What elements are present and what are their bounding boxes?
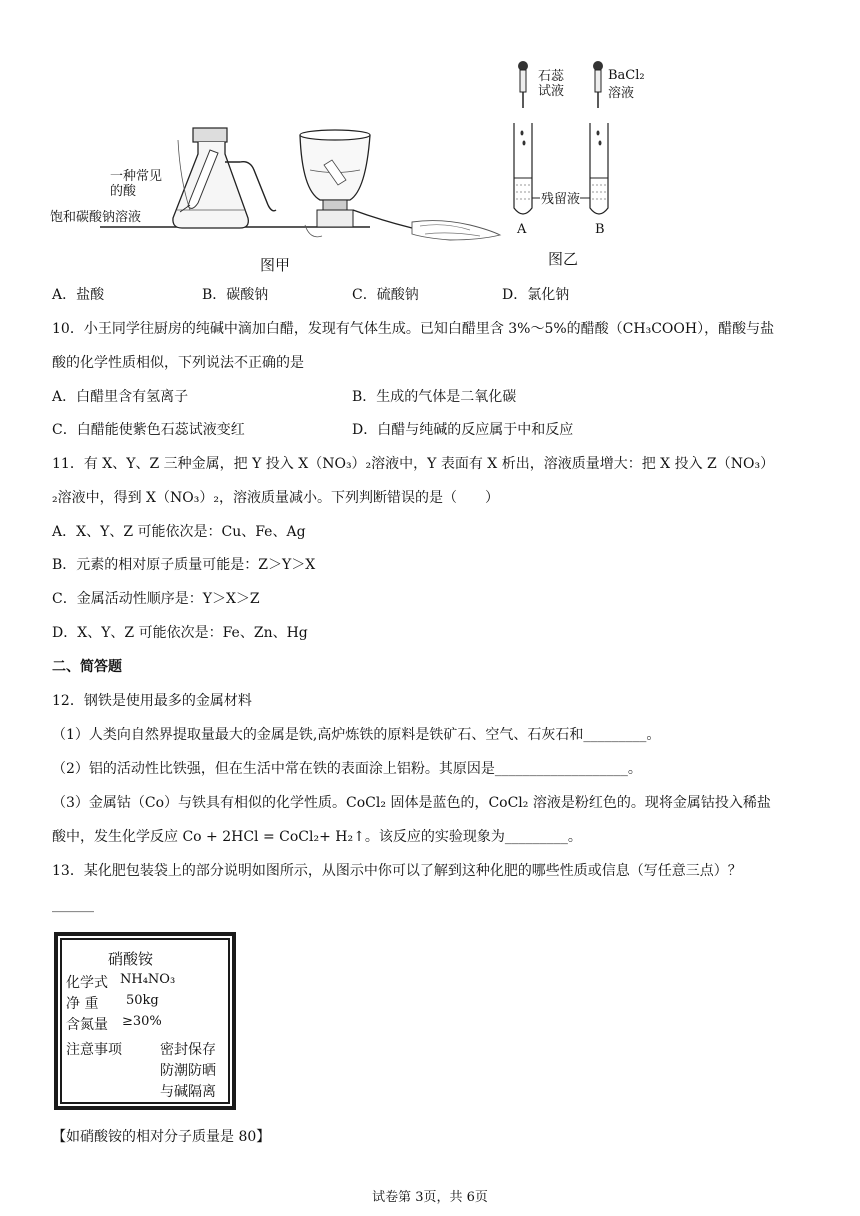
tube-b-label: B <box>595 222 605 237</box>
page-footer: 试卷第 3页，共 6页 <box>372 1190 488 1205</box>
q11-option-d: D．X、Y、Z 可能依次是：Fe、Zn、Hg <box>52 625 308 641</box>
q9-option-a: A．盐酸 <box>52 287 105 303</box>
tube-a-label: A <box>517 222 527 237</box>
q10-stem-line2: 酸的化学性质相似，下列说法不正确的是 <box>52 355 304 371</box>
litmus-label: 石蕊 试液 <box>538 69 565 99</box>
q11-option-c: C．金属活动性顺序是：Y＞X＞Z <box>52 591 260 607</box>
caption-right: 图乙 <box>548 250 579 268</box>
formula-value: NH₄NO₃ <box>120 972 176 987</box>
q12-part2: （2）铝的活动性比铁强，但在生活中常在铁的表面涂上铝粉。其原因是___________________。 <box>52 761 642 777</box>
q11-option-b: B．元素的相对原子质量可能是：Z＞Y＞X <box>52 557 316 573</box>
q12-part3-line1: （3）金属钴（Co）与铁具有相似的化学性质。CoCl₂ 固体是蓝色的，CoCl₂ 溶液是粉红色的。现将金属钴投入稀盐 <box>52 795 771 811</box>
q11-option-a: A．X、Y、Z 可能依次是：Cu、Fe、Ag <box>52 524 306 540</box>
q10-option-b: B．生成的气体是二氧化碳 <box>352 389 517 405</box>
q10-option-c: C．白醋能使紫色石蕊试液变红 <box>52 422 245 438</box>
notes-label: 注意事项 <box>66 1042 122 1058</box>
q9-option-c: C．硫酸钠 <box>352 287 419 303</box>
weight-label: 净 重 <box>66 996 99 1012</box>
solution-label: 饱和碳酸钠溶液 <box>50 210 142 225</box>
note-3: 与碱隔离 <box>160 1084 216 1100</box>
formula-label: 化学式 <box>66 975 108 991</box>
residue-label: 残留液 <box>541 192 581 207</box>
bacl2-liquid-label: 溶液 <box>608 86 635 101</box>
q12-part3-line2: 酸中，发生化学反应 Co + 2HCl = CoCl₂+ H₂↑。该反应的实验现象为_________。 <box>52 829 582 845</box>
note-1: 密封保存 <box>160 1042 216 1058</box>
nitrogen-label: 含氮量 <box>66 1017 108 1033</box>
fertilizer-label-inner <box>60 938 230 1104</box>
acid-label: 一种常见 的酸 <box>110 169 163 199</box>
fertilizer-label-box <box>54 932 236 1110</box>
q11-stem-line2: ₂溶液中，得到 X（NO₃）₂，溶液质量减小。下列判断错误的是（ ） <box>52 490 499 506</box>
section-heading: 二、简答题 <box>52 659 122 675</box>
q9-option-b: B．碳酸钠 <box>202 287 269 303</box>
fertilizer-name: 硝酸铵 <box>108 950 154 968</box>
q12-part1: （1）人类向自然界提取量最大的金属是铁,高炉炼铁的原料是铁矿石、空气、石灰石和_________。 <box>52 727 661 743</box>
weight-value: 50kg <box>126 993 159 1008</box>
note-2: 防潮防晒 <box>160 1063 216 1079</box>
q9-option-d: D．氯化钠 <box>502 287 570 303</box>
q12-title: 12．钢铁是使用最多的金属材料 <box>52 693 252 709</box>
q13-answer-blank: ______ <box>52 897 94 913</box>
q11-stem-line1: 11．有 X、Y、Z 三种金属，把 Y 投入 X（NO₃）₂溶液中，Y 表面有 X 析出，溶液质量增大：把 X 投入 Z（NO₃） <box>52 456 775 472</box>
nitrogen-value: ≥30% <box>122 1014 162 1029</box>
q10-option-d: D．白醋与纯碱的反应属于中和反应 <box>352 422 574 438</box>
bottom-note: 【如硝酸铵的相对分子质量是 80】 <box>52 1129 271 1145</box>
q10-stem-line1: 10．小王同学往厨房的纯碱中滴加白醋，发现有气体生成。已知白醋里含 3%～5%的醋酸（CH₃COOH），醋酸与盐 <box>52 321 775 337</box>
q13-stem: 13．某化肥包装袋上的部分说明如图所示，从图示中你可以了解到这种化肥的哪些性质或信息（写任意三点）？ <box>52 863 742 879</box>
bacl2-formula-label: BaCl₂ <box>608 68 645 83</box>
q10-option-a: A．白醋里含有氢离子 <box>52 389 189 405</box>
experiment-figure <box>40 50 645 280</box>
caption-left: 图甲 <box>260 256 291 274</box>
